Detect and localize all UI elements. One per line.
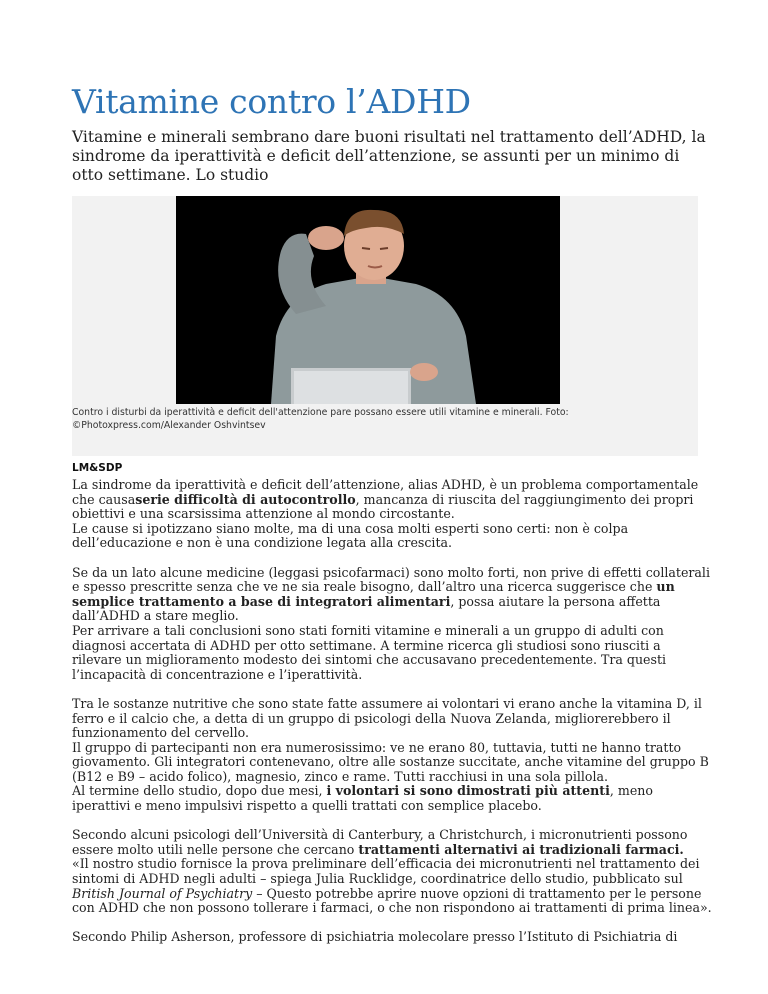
text: , possa aiutare la persona affetta dall’ADHD a stare meglio.: [72, 593, 661, 624]
figure-caption: Contro i disturbi da iperattività e deficit dell'attenzione pare possano essere utili vitamine e minerali. Foto: ©Photoxpress.com/Alexander Oshvintsev: [72, 407, 569, 431]
bold-text: serie difficoltà di autocontrollo: [135, 491, 356, 507]
text: Secondo alcuni psicologi dell’Università di Canterbury, a Christchurch, i micronutrienti possono essere molto utili nelle persone che cercano: [72, 827, 688, 857]
text: , mancanza di riuscita del raggiungimento dei propri obiettivi e una scarsissima attenzione al mondo circostante.: [72, 491, 694, 522]
text: Se da un lato alcune medicine (leggasi psicofarmaci) sono molto forti, non prive di effetti collaterali e spesso prescritte senza che ve ne sia reale bisogno, dall’altro una ricerca suggerisce che: [72, 564, 710, 595]
text: La sindrome da iperattività e deficit dell’attenzione, alias ADHD, è un problema comportamentale che causa: [72, 477, 699, 507]
text: Le cause si ipotizzano siano molte, ma di una cosa molti esperti sono certi: non è colpa dell’educazione e non è una condizione legata alla crescita.: [72, 520, 629, 551]
text: Per arrivare a tali conclusioni sono stati forniti vitamine e minerali a un gruppo di adulti con diagnosi accertata di ADHD per otto settimane. A termine ricerca gli studiosi sono riusciti a rilevare un miglioramento modesto dei sintomi che accusavano precedentemente. Tra questi l’incapacità di concentrazione e l’iperattività.: [72, 622, 667, 682]
text: Tra le sostanze nutritive che sono state fatte assumere ai volontari vi erano anche la vitamina D, il ferro e il calcio che, a detta di un gruppo di psicologi della Nuova Zelanda, migliorerebbero il funzionamento del cervello.: [72, 695, 702, 741]
paragraph-4: [72, 828, 712, 916]
text: Il gruppo di partecipanti non era numerosissimo: ve ne erano 80, tuttavia, tutti ne hanno tratto giovamento. Gli integratori contenevano, oltre alle sostanze succitate, anche vitamine del gruppo B (B12 e B9 – acido folico), magnesio, zinco e rame. Tutti racchiusi in una sola pillola.: [72, 739, 709, 784]
figure: [72, 196, 698, 456]
text: Al termine dello studio, dopo due mesi,: [72, 783, 327, 799]
italic-text: British Journal of Psychiatry: [72, 885, 253, 901]
text: «Il nostro studio fornisce la prova preliminare dell’efficacia dei micronutrienti nel trattamento dei sintomi di ADHD negli adulti – spiega Julia Rucklidge, coordinatrice dello studio, pubblicato sul: [72, 856, 700, 887]
photo-illustration: [176, 196, 560, 404]
article-photo: [176, 196, 560, 404]
article-subtitle: Vitamine e minerali sembrano dare buoni risultati nel trattamento dell’ADHD, la sindrome da iperattività e deficit dell’attenzione, se assunti per un minimo di otto settimane. Lo studio: [72, 128, 706, 184]
paragraph-3: [72, 697, 712, 814]
paragraph-5: Secondo Philip Asherson, professore di psichiatria molecolare presso l’Istituto di Psichiatria di: [72, 929, 678, 945]
text: – Questo potrebbe aprire nuove opzioni di trattamento per le persone con ADHD che non possono tollerare i farmaci, o che non rispondono ai trattamenti di prima linea».: [72, 885, 712, 916]
text: , meno iperattivi e meno impulsivi rispetto a quelli trattati con semplice placebo.: [72, 783, 653, 814]
byline: LM&SDP: [72, 462, 123, 474]
paragraph-1: [72, 478, 712, 551]
bold-text: i volontari si sono dimostrati più attenti: [326, 783, 610, 799]
article-title: Vitamine contro l’ADHD: [72, 82, 471, 121]
bold-text: trattamenti alternativi ai tradizionali farmaci.: [358, 841, 684, 857]
article-body: [72, 478, 712, 960]
paragraph-2: [72, 566, 712, 683]
bold-text: un semplice trattamento a base di integratori alimentari: [72, 579, 675, 609]
